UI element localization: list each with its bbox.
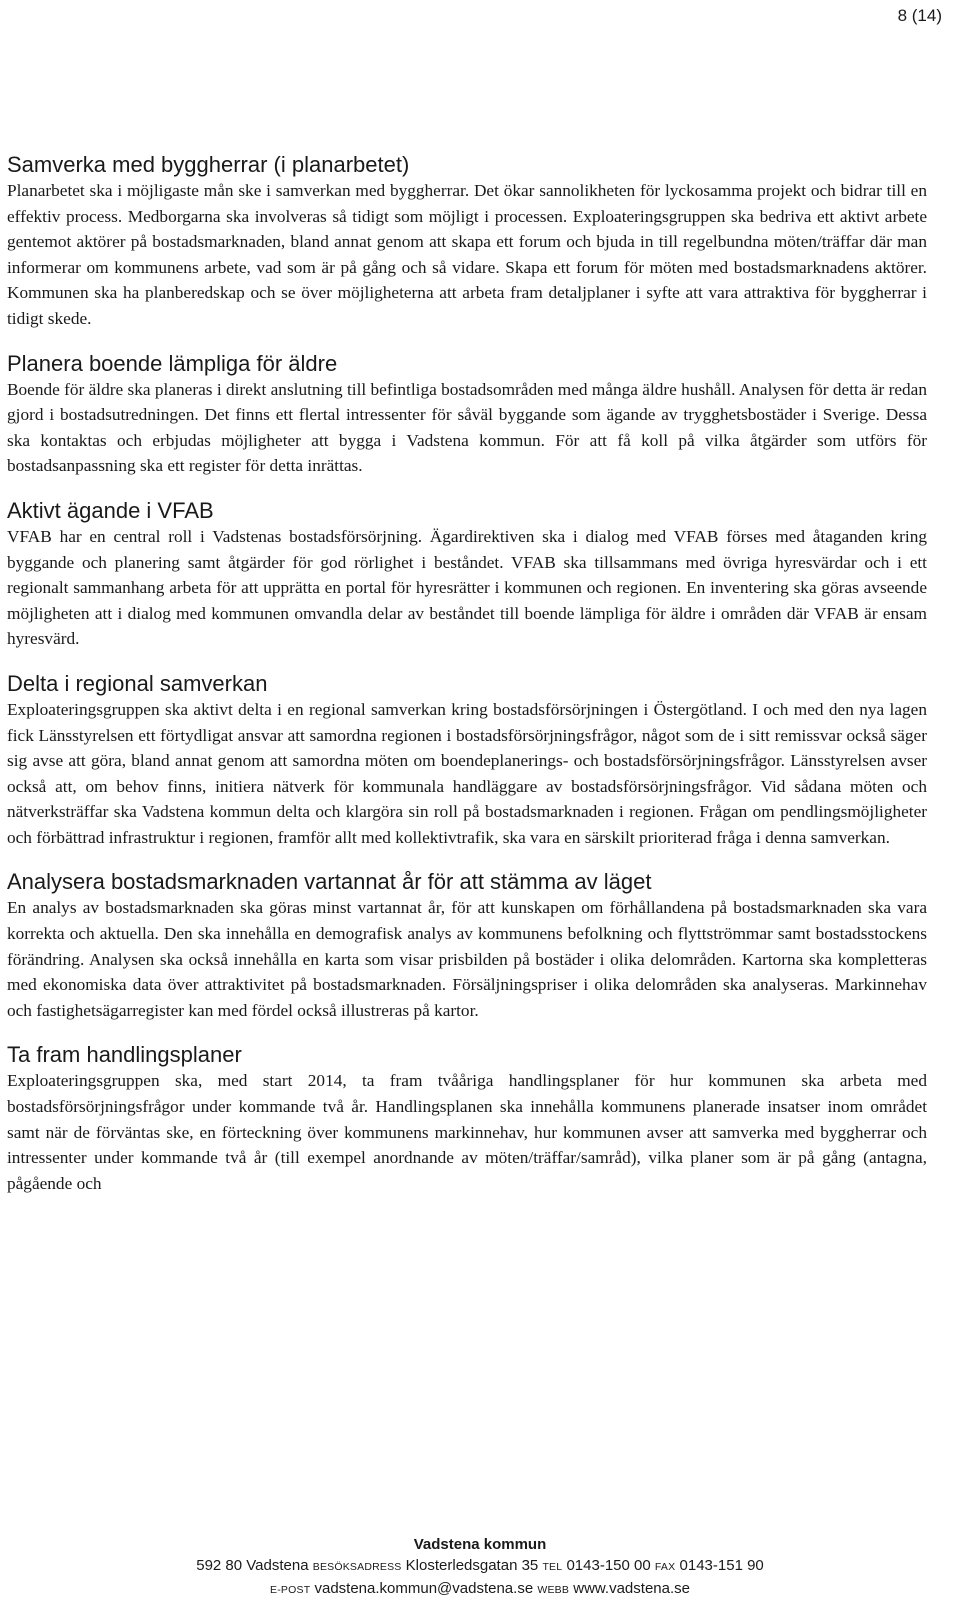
footer-fax-label: FAX bbox=[654, 1561, 676, 1573]
footer-tel-value: 0143-150 00 bbox=[566, 1557, 651, 1574]
footer-email-label: E-POST bbox=[270, 1584, 311, 1596]
section-heading: Samverka med byggherrar (i planarbetet) bbox=[7, 152, 410, 177]
footer-contact-line bbox=[0, 1578, 960, 1601]
footer-fax-value: 0143-151 90 bbox=[679, 1557, 764, 1574]
section-heading: Analysera bostadsmarknaden vartannat år för att stämma av läget bbox=[7, 869, 652, 895]
document-body bbox=[7, 152, 927, 1215]
section-heading: Planera boende lämpliga för äldre bbox=[7, 350, 338, 376]
footer-postal: 592 80 Vadstena bbox=[196, 1557, 309, 1574]
page-footer bbox=[0, 1534, 960, 1601]
section-heading: Aktivt ägande i VFAB bbox=[7, 497, 214, 523]
section-paragraph: Exploateringsgruppen ska, med start 2014, ta fram tvååriga handlingsplaner för hur kommunen ska arbeta med bostadsförsörjningsfrågor under kommande två år. Handlingsplanen ska innehålla kommunens planerade insatser inom området samt när de förväntas ske, en förteckning över kommunens markinnehav, hur kommunen avser att samverka med byggherrar och intressenter under kommande två år (till exempel anordnande av möten/träffar/samråd), vilka planer som är på gång (antagna, pågående och bbox=[7, 1071, 927, 1193]
section-heading: Delta i regional samverkan bbox=[7, 670, 268, 696]
footer-visit-label: BESÖKSADRESS bbox=[312, 1561, 402, 1573]
section-aktivt-agande-vfab bbox=[7, 498, 927, 652]
page-number: 8 (14) bbox=[897, 6, 942, 25]
section-paragraph: En analys av bostadsmarknaden ska göras minst vartannat år, för att kunskapen om förhållandena på bostadsmarknaden ska vara korrekta och aktuella. Den ska innehålla en demografisk analys av kommunens befolkning och flyttströmmar samt bostadsstockens förändring. Analysen ska också innehålla en karta som visar prisbilden på bostäder i olika delområden. Kartorna ska kompletteras med ekonomiska data över attraktivitet på bostadsmarknaden. Försäljningspriser i olika delområden ska analyseras. Markinnehav och fastighetsägarregister kan med fördel också illustreras på kartor. bbox=[7, 898, 927, 1020]
footer-address-line bbox=[0, 1555, 960, 1578]
footer-web-link[interactable]: www.vadstena.se bbox=[573, 1580, 690, 1597]
footer-web-label: WEBB bbox=[537, 1584, 570, 1596]
section-boende-aldre bbox=[7, 351, 927, 479]
footer-visit-value: Klosterledsgatan 35 bbox=[405, 1557, 539, 1574]
section-samverka-byggherrar bbox=[7, 152, 927, 332]
section-paragraph: VFAB har en central roll i Vadstenas bostadsförsörjning. Ägardirektiven ska i dialog med VFAB förses med åtaganden kring byggande och planering samt åtgärder för god rörlighet i beståndet. VFAB ska tillsammans med övriga hyresvärdar och i ett regionalt sammanhang arbeta för att upprätta en portal för hyresrätter i kommunen och regionen. En inventering ska göras avseende möjligheten att i dialog med kommunen omvandla delar av beståndet till boende lämpliga för äldre i områden där VFAB är ensam hyresvärd. bbox=[7, 526, 927, 649]
section-analysera-bostadsmarknaden bbox=[7, 869, 927, 1023]
section-regional-samverkan bbox=[7, 671, 927, 851]
footer-tel-label: TEL bbox=[542, 1561, 563, 1573]
section-paragraph: Boende för äldre ska planeras i direkt anslutning till befintliga bostadsområden med många äldre hushåll. Analysen för detta är redan gjord i bostadsutredningen. Det finns ett flertal intressenter för såväl byggande som ägande av trygghetsbostäder i Sverige. Dessa ska kontaktas och erbjudas möjligheter att bygga i Vadstena kommun. För att få koll på vilka åtgärder som utförs för bostadsanpassning ska ett register för detta inrättas. bbox=[7, 379, 927, 476]
footer-org-name: Vadstena kommun bbox=[413, 1536, 547, 1553]
section-heading: Ta fram handlingsplaner bbox=[7, 1042, 242, 1068]
section-paragraph: Planarbetet ska i möjligaste mån ske i samverkan med byggherrar. Det ökar sannolikheten för lyckosamma projekt och bidrar till en effektiv process. Medborgarna ska involveras så tidigt som möjligt i processen. Exploateringsgruppen ska bedriva ett aktivt arbete gentemot aktörer på bostadsmarknaden, bland annat genom att skapa ett forum och bjuda in till regelbundna möten/träffar där man informerar om kommunens arbete, vad som är på gång och så vidare. Skapa ett forum för möten med bostadsmarknadens aktörer. Kommunen ska ha planberedskap och se över möjligheterna att arbeta fram detaljplaner i syfte att vara attraktiva för byggherrar i tidigt skede. bbox=[7, 181, 927, 328]
footer-email-link[interactable]: vadstena.kommun@vadstena.se bbox=[314, 1580, 534, 1597]
section-handlingsplaner bbox=[7, 1042, 927, 1196]
section-paragraph: Exploateringsgruppen ska aktivt delta i en regional samverkan kring bostadsförsörjningen i Östergötland. I och med den nya lagen fick Länsstyrelsen ett förtydligat ansvar att samordna regionen i bostadsförsörjningsfrågor, något som de i sitt remissvar också säger sig avse att göra, bland annat genom att samordna möten om boendeplanerings- och bostadsförsörjningsfrågor. Länsstyrelsen avser också att, om behov finns, initiera nätverk för kommunala handläggare av bostadsförsörjningsfrågor. Vid sådana möten och nätverksträffar ska Vadstena kommun delta och klargöra sin roll på bostadsmarknaden i regionen. Frågan om pendlingsmöjligheter och förbättrad infrastruktur i regionen, framför allt med kollektivtrafik, ska vara en särskilt prioriterad fråga i denna samverkan. bbox=[7, 699, 927, 847]
